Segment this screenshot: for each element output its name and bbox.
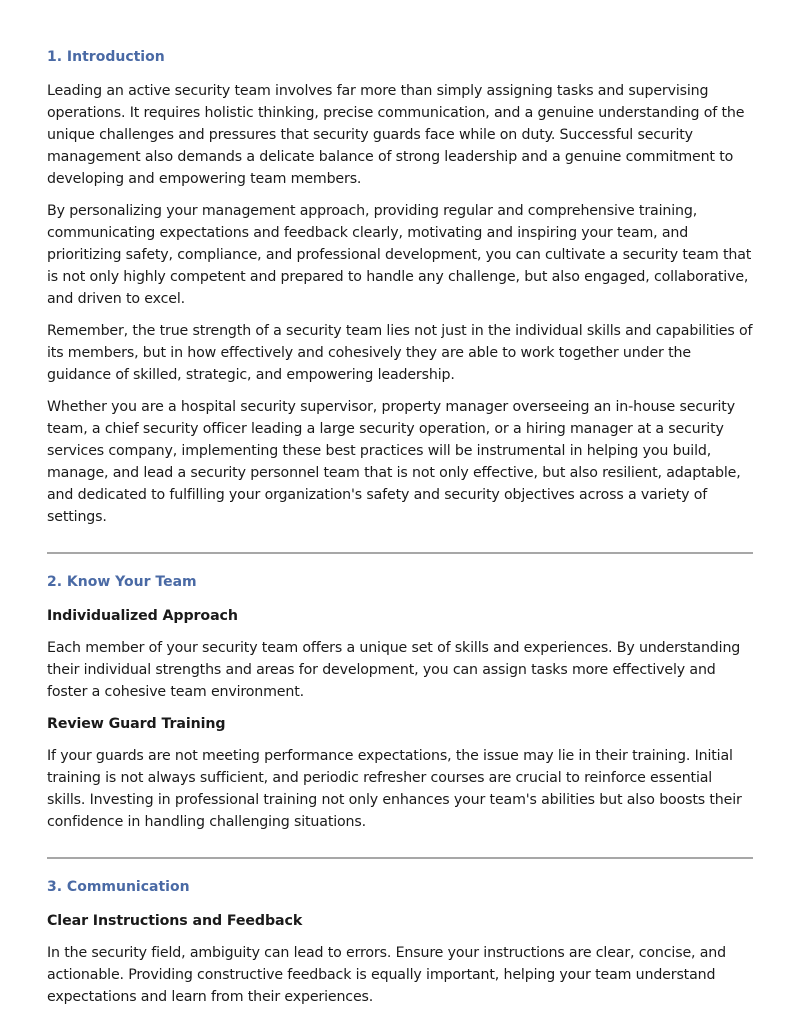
intro-paragraph-4: Whether you are a hospital security supervisor, property manager overseeing an in-house security team, a chief security officer leading a large security operation, or a hiring manager at a security services company, implementing these best practices will be instrumental in helping you build, manage, and lead a security personnel team that is not only effective, but also resilient, adaptable, and dedicated to fulfilling your organization's safety and security objectives across a variety of settings. [47,399,741,525]
intro-paragraph-3: Remember, the true strength of a security team lies not just in the individual skills and capabilities of its members, but in how effectively and cohesively they are able to work together under the guidance of skilled, strategic, and empowering leadership. [47,323,753,383]
review-guard-training-paragraph: If your guards are not meeting performance expectations, the issue may lie in their training. Initial training is not always sufficient, and periodic refresher courses are crucial to reinforce essential skills. Investing in professional training not only enhances your team's abilities but also boosts their confidence in handling challenging situations. [47,748,742,830]
subheading-individualized-approach: Individualized Approach [47,608,238,624]
intro-paragraph-2: By personalizing your management approach, providing regular and comprehensive training, communicating expectations and feedback clearly, motivating and inspiring your team, and prioritizing safety, compliance, and professional development, you can cultivate a security team that is not only highly competent and prepared to handle any challenge, but also engaged, collaborative, and driven to excel. [47,203,752,307]
section-know-your-team [47,572,753,833]
section-heading-introduction: 1. Introduction [47,49,165,65]
section-heading-know-your-team: 2. Know Your Team [47,574,197,590]
clear-instructions-paragraph: In the security field, ambiguity can lead to errors. Ensure your instructions are clear, concise, and actionable. Providing constructive feedback is equally important, helping your team understand expectations and learn from their experiences. [47,945,726,1005]
section-heading-communication: 3. Communication [47,879,190,895]
subheading-clear-instructions: Clear Instructions and Feedback [47,913,303,929]
section-introduction [47,47,753,528]
section-divider [47,552,753,554]
section-communication [47,877,753,1008]
subheading-review-guard-training: Review Guard Training [47,716,226,732]
individualized-approach-paragraph: Each member of your security team offers a unique set of skills and experiences. By understanding their individual strengths and areas for development, you can assign tasks more effectively and foster a cohesive team environment. [47,640,741,700]
intro-paragraph-1: Leading an active security team involves far more than simply assigning tasks and supervising operations. It requires holistic thinking, precise communication, and a genuine understanding of the unique challenges and pressures that security guards face while on duty. Successful security management also demands a delicate balance of strong leadership and a genuine commitment to developing and empowering team members. [47,83,745,187]
section-divider [47,857,753,859]
